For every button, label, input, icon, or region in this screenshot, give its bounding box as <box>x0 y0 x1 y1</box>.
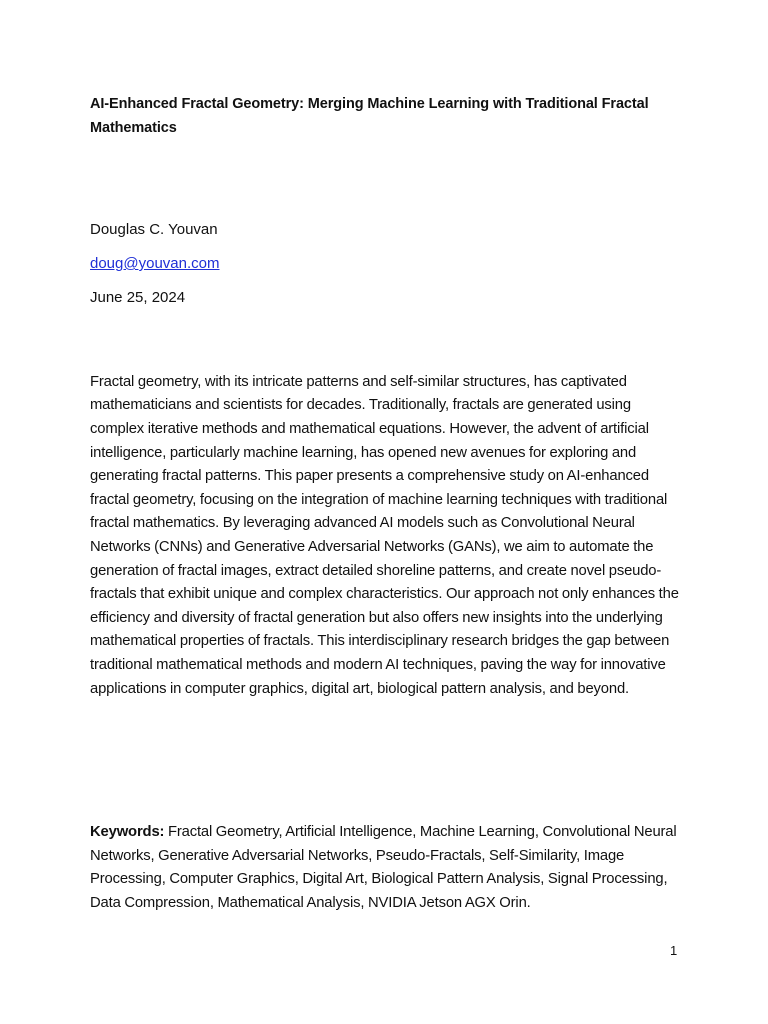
abstract-paragraph: Fractal geometry, with its intricate patterns and self-similar structures, has captivated mathematicians and scientists for decades. Traditionally, fractals are generated using complex iterative methods and mathematical equations. However, the advent of artificial intelligence, particularly machine learning, has opened new avenues for exploring and generating fractal patterns. This paper presents a comprehensive study on AI-enhanced fractal geometry, focusing on the integration of machine learning techniques with traditional fractal mathematics. By leveraging advanced AI models such as Convolutional Neural Networks (CNNs) and Generative Adversarial Networks (GANs), we aim to automate the generation of fractal images, extract detailed shoreline patterns, and create novel pseudo-fractals that exhibit unique and complex characteristics. Our approach not only enhances the efficiency and diversity of fractal generation but also offers new insights into the underlying mathematical properties of fractals. This interdisciplinary research bridges the gap between traditional mathematical methods and modern AI techniques, paving the way for innovative applications in computer graphics, digital art, biological pattern analysis, and beyond. <box>90 373 679 697</box>
keywords-label: Keywords: <box>90 823 165 840</box>
author-email-link[interactable]: doug@youvan.com <box>90 255 220 272</box>
publication-date: June 25, 2024 <box>90 289 186 306</box>
page-number: 1 <box>670 943 678 958</box>
author-name: Douglas C. Youvan <box>90 221 218 238</box>
paper-title: AI-Enhanced Fractal Geometry: Merging Machine Learning with Traditional Fractal Mathematics <box>90 96 649 136</box>
keywords-list: Fractal Geometry, Artificial Intelligence, Machine Learning, Convolutional Neural Networks, Generative Adversarial Networks, Pseudo-Fractals, Self-Similarity, Image Processing, Computer Graphics, Digital Art, Biological Pattern Analysis, Signal Processing, Data Compression, Mathematical Analysis, NVIDIA Jetson AGX Orin. <box>90 823 677 912</box>
keywords-paragraph <box>90 821 682 916</box>
